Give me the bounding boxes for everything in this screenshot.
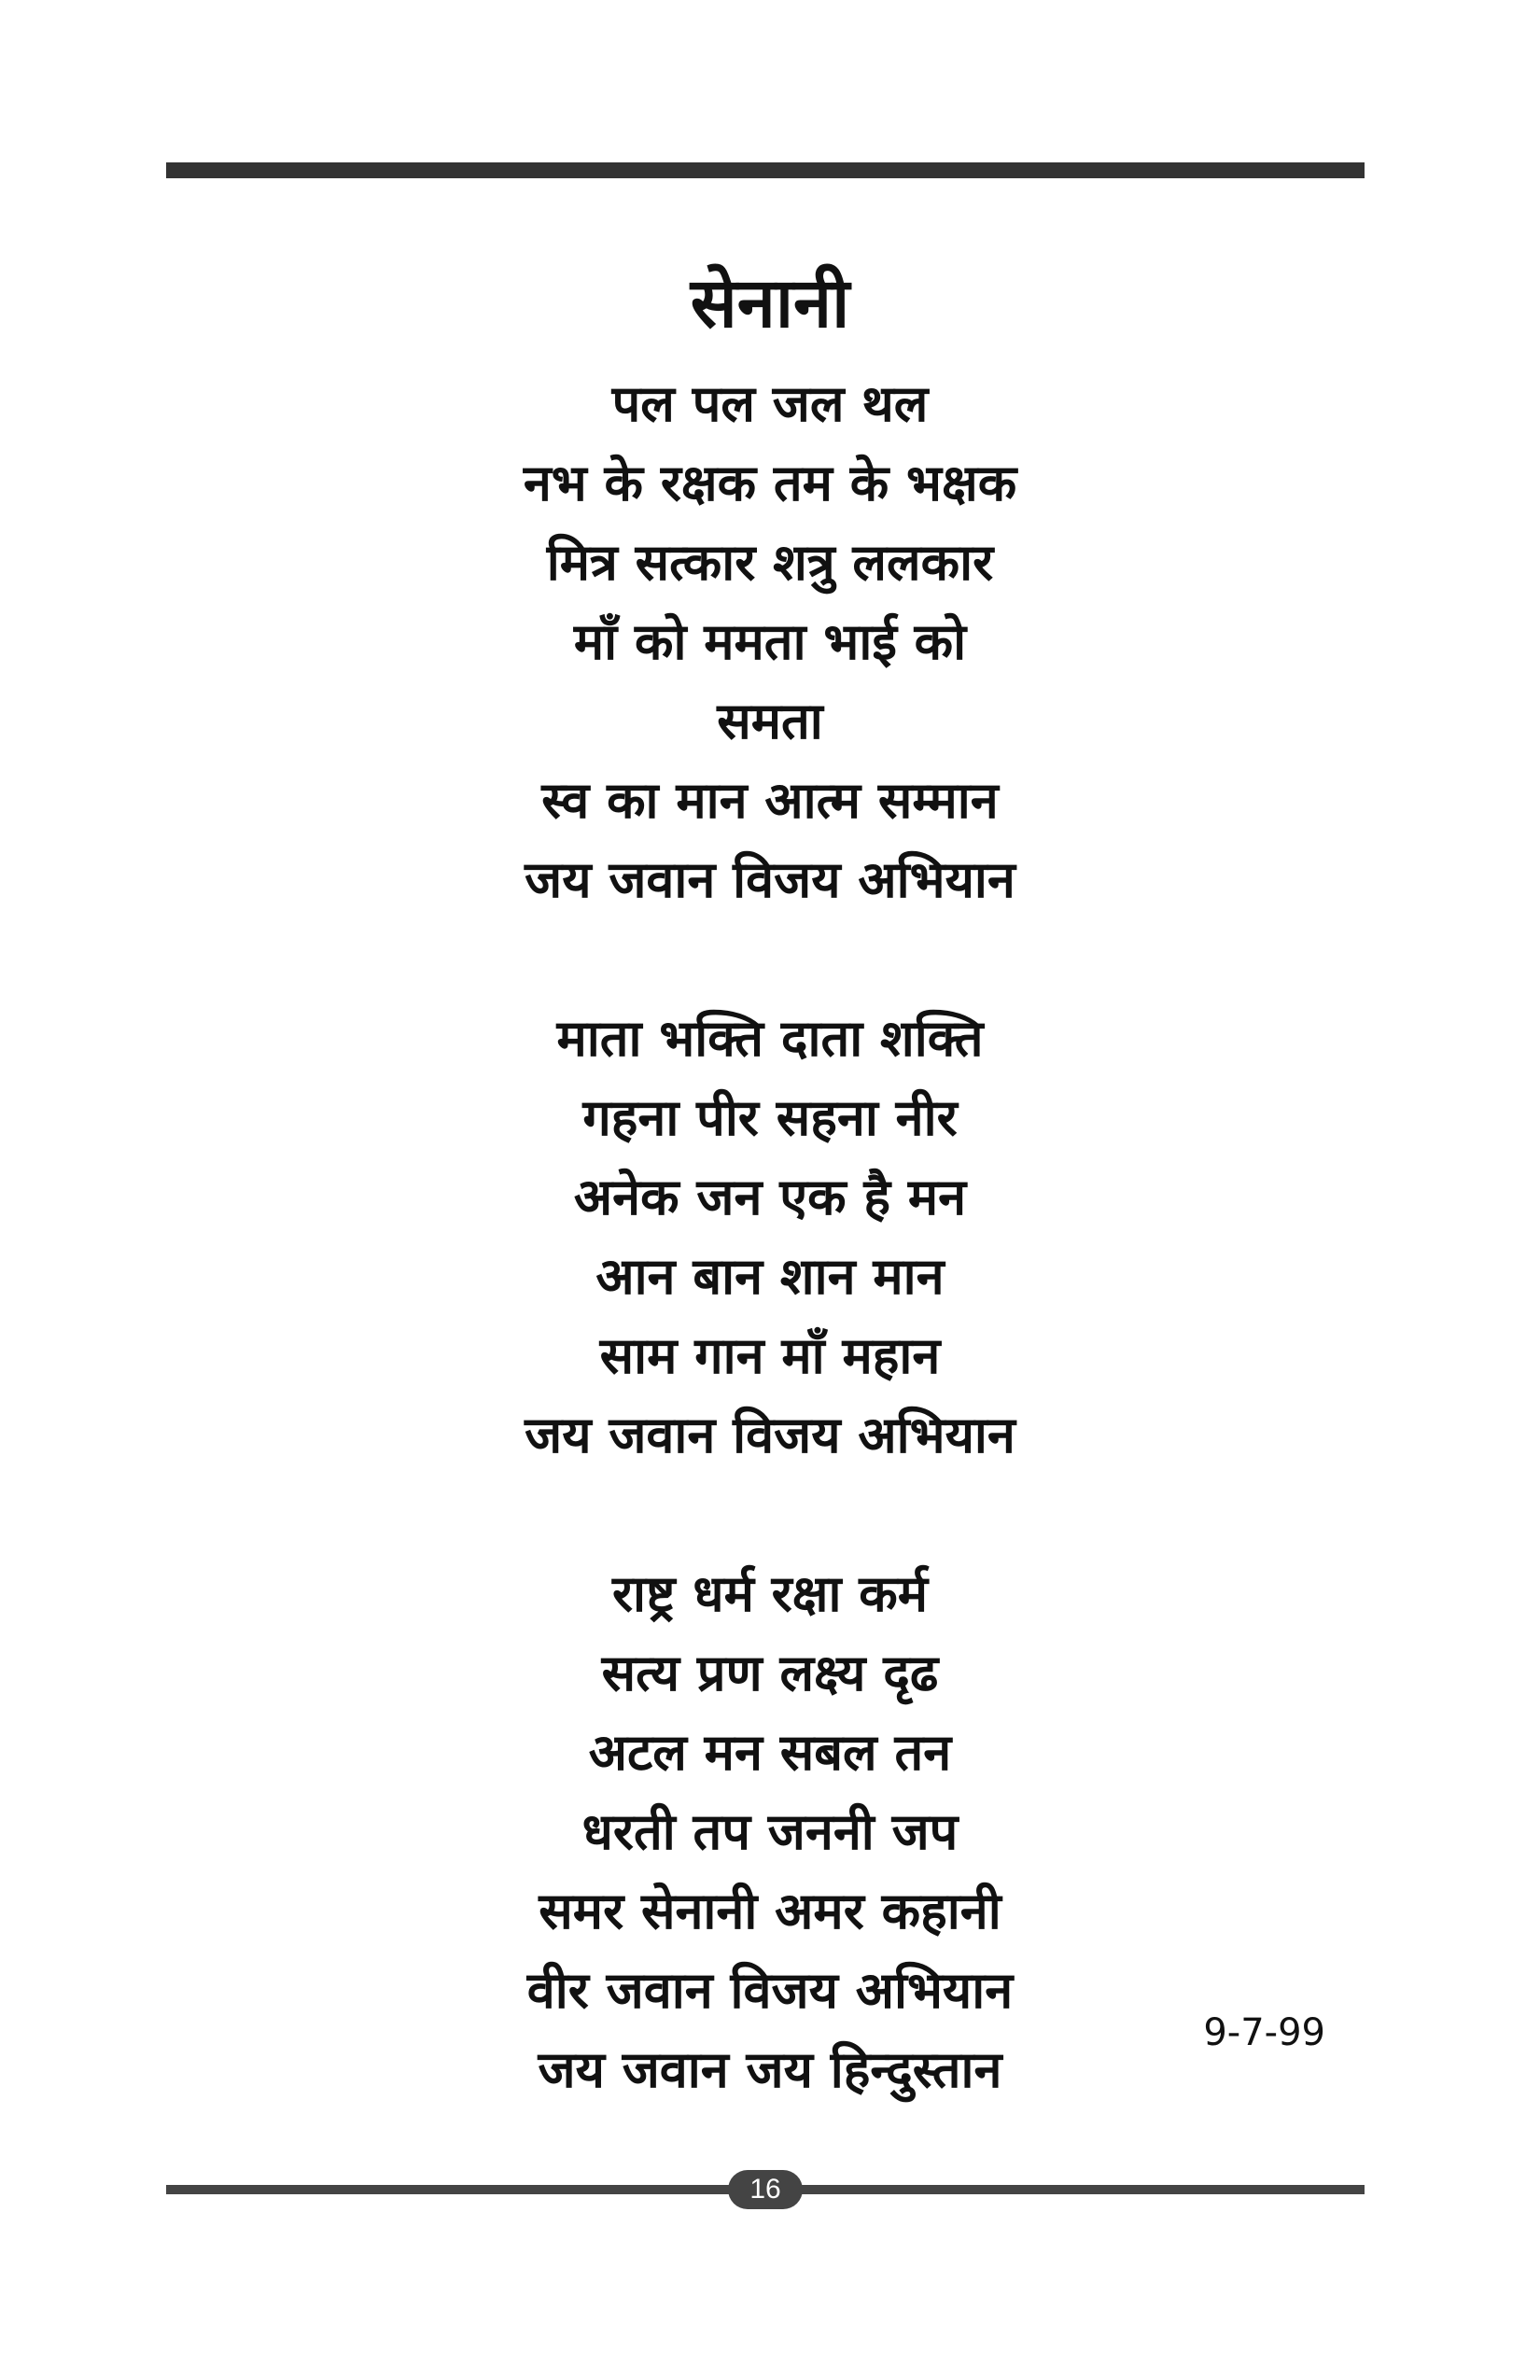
poem-date: 9-7-99	[1203, 2011, 1325, 2054]
poem-line: गहना पीर सहना नीर	[582, 1087, 958, 1147]
poem-line: माँ को ममता भाई को	[573, 611, 967, 671]
poem-line: धरती तप जननी जप	[581, 1801, 959, 1861]
poem-line: जय जवान विजय अभियान	[525, 849, 1015, 909]
poem-line: आन बान शान मान	[595, 1246, 945, 1306]
poem-line: समता	[717, 691, 823, 750]
poem-line: अटल मन सबल तन	[588, 1722, 952, 1782]
poem-line: अनेक जन एक है मन	[573, 1167, 967, 1226]
poem-line: साम गान माँ महान	[599, 1325, 941, 1385]
poem-line: नभ के रक्षक तम के भक्षक	[523, 453, 1017, 512]
poem-line: मित्र सत्कार शत्रु ललकार	[546, 532, 994, 592]
poem-line: जय जवान जय हिन्दुस्तान	[538, 2039, 1002, 2099]
page-number-badge: 16	[728, 2170, 803, 2209]
stanza-1	[0, 364, 1540, 919]
poem-line: स्व का मान आत्म सम्मान	[541, 770, 999, 830]
poem-line: समर सेनानी अमर कहानी	[539, 1881, 1001, 1940]
poem-line: सत्य प्रण लक्ष्य दृढ	[601, 1643, 939, 1702]
poem-line: राष्ट्र धर्म रक्षा कर्म	[611, 1563, 929, 1623]
poem-line: वीर जवान विजय अभियान	[526, 1960, 1014, 2020]
poem-title: सेनानी	[690, 263, 850, 343]
poem-line: माता भक्ति दाता शक्ति	[556, 1008, 984, 1068]
poem-line: पल पल जल थल	[611, 373, 929, 433]
top-rule	[166, 162, 1365, 178]
poem-line: जय जवान विजय अभियान	[525, 1405, 1015, 1464]
stanza-2	[0, 999, 1540, 1475]
